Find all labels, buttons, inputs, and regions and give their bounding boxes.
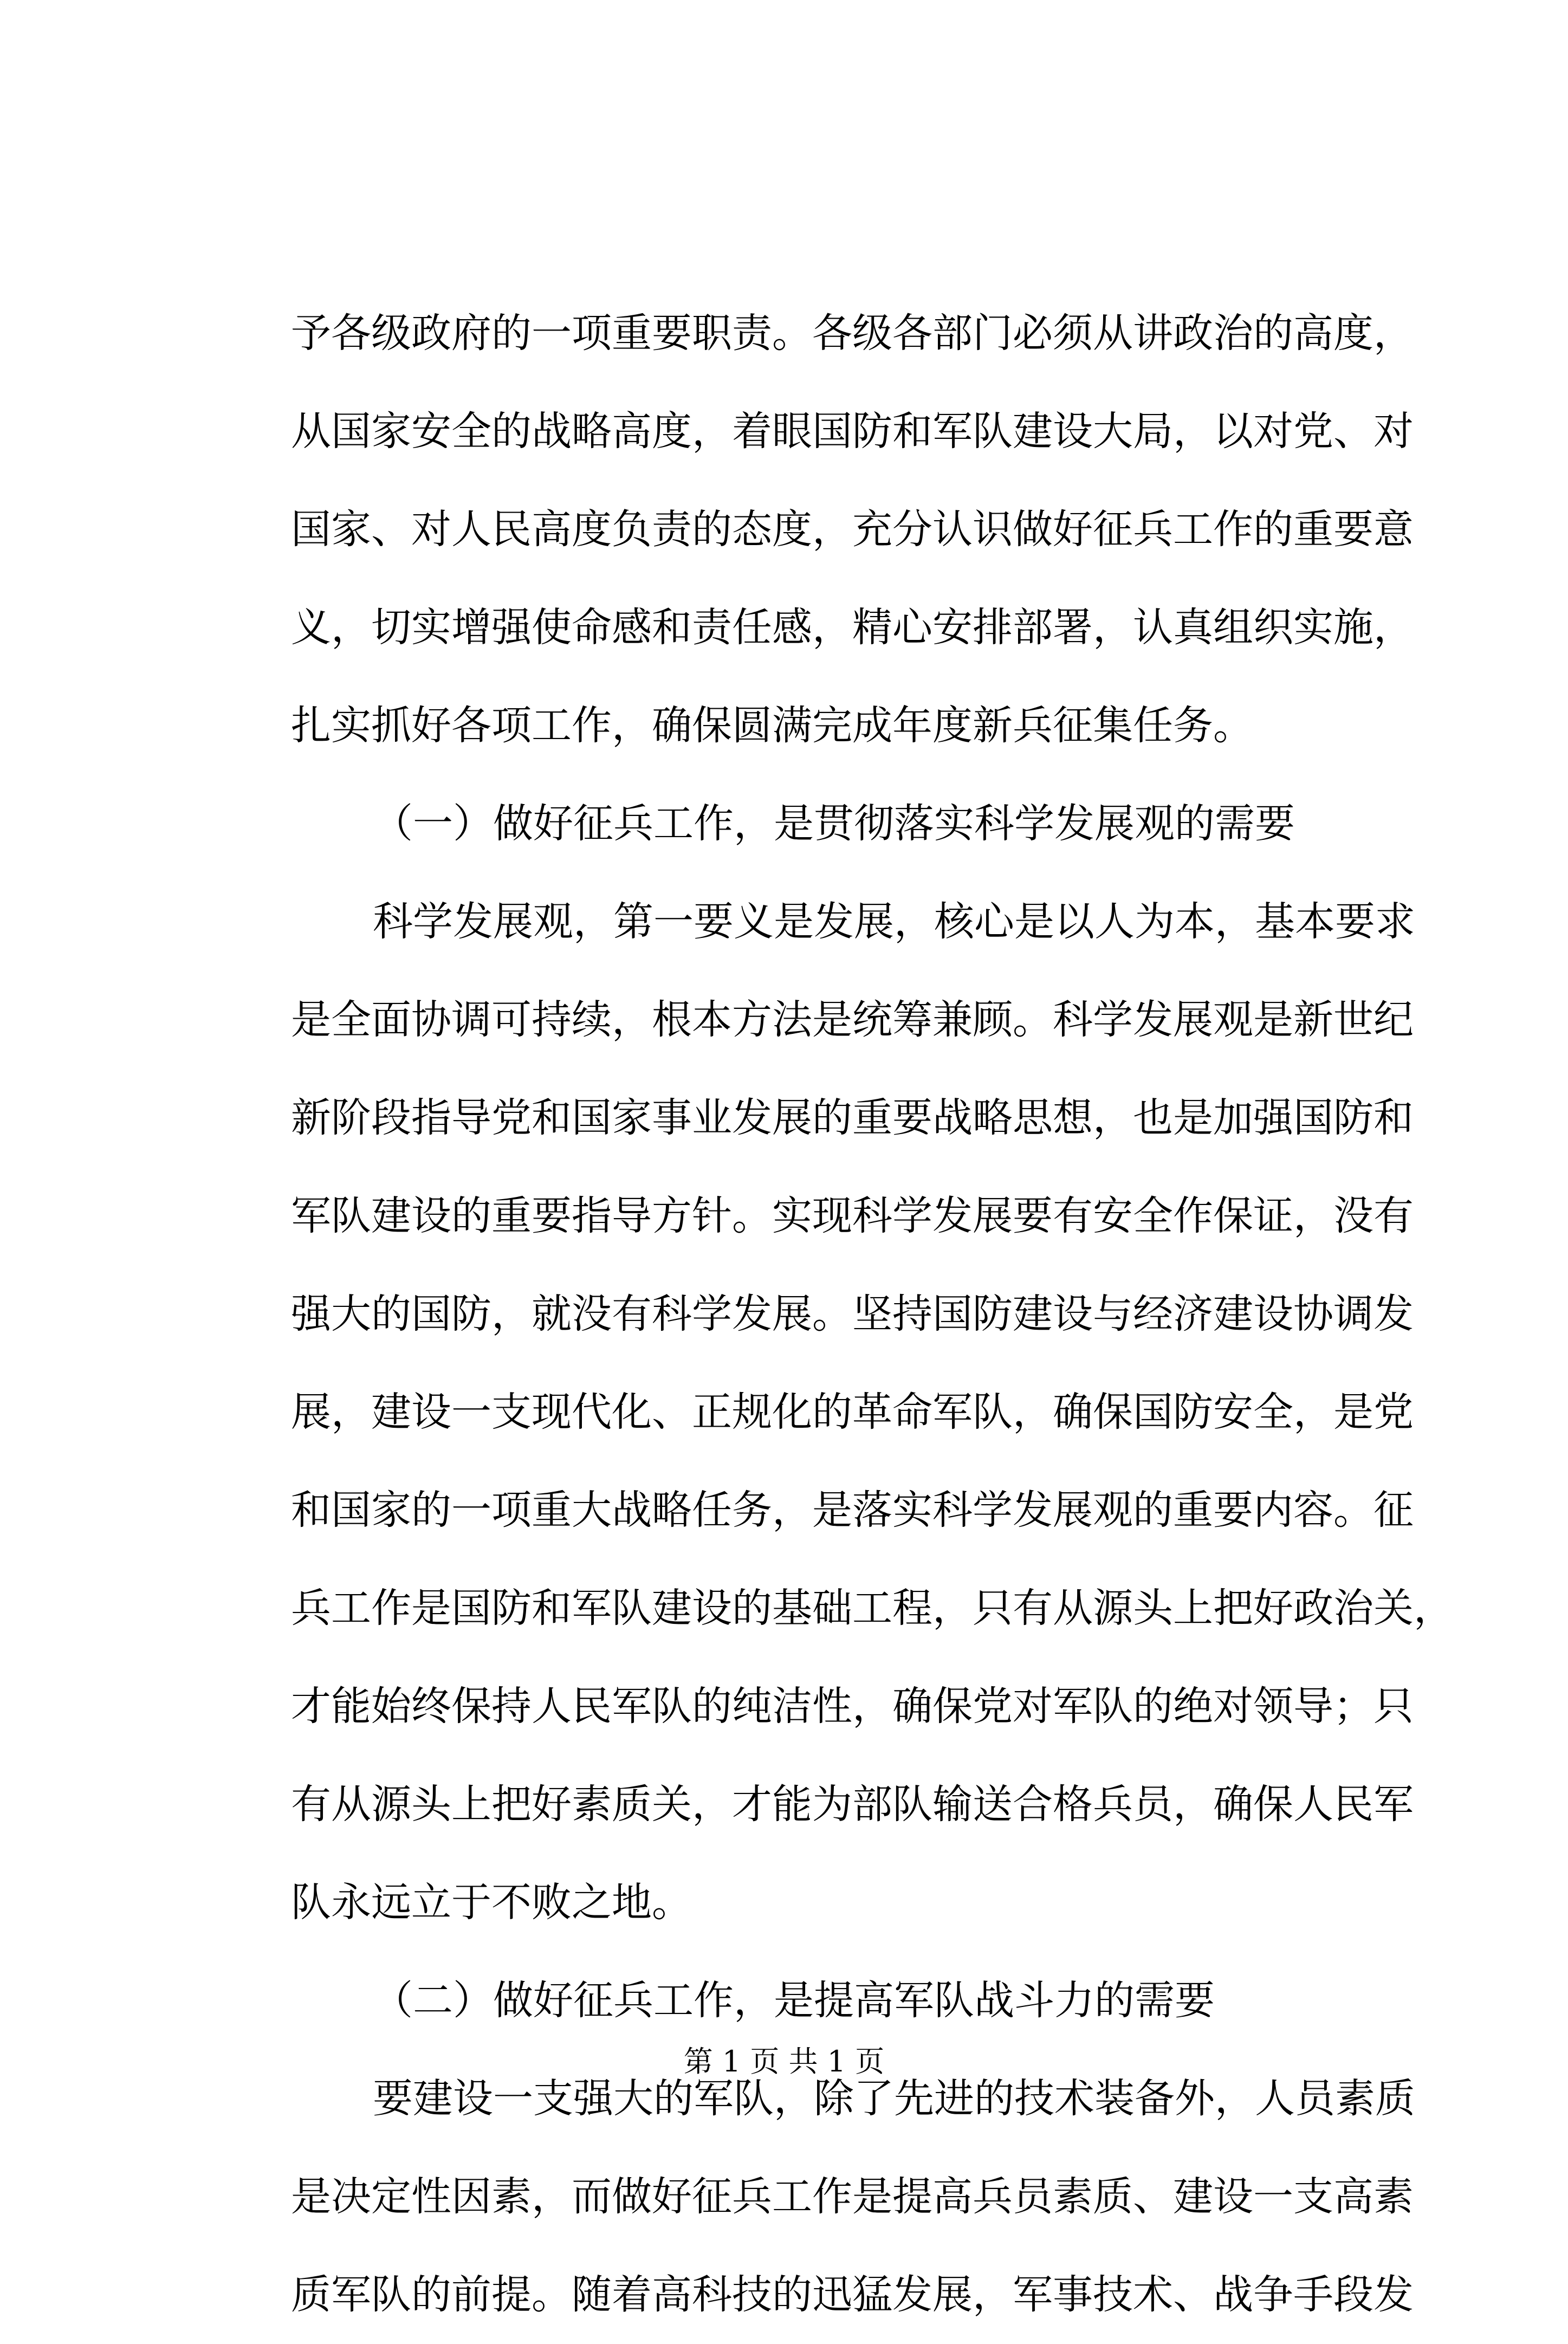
paragraph-line: 队永远立于不败之地。 xyxy=(291,1879,692,1926)
paragraph-line: 展，建设一支现代化、正规化的革命军队，确保国防安全，是党 xyxy=(291,1389,1414,1435)
paragraph-line: 兵工作是国防和军队建设的基础工程，只有从源头上把好政治关， xyxy=(291,1585,1454,1631)
paragraph-line: 才能始终保持人民军队的纯洁性，确保党对军队的绝对领导；只 xyxy=(291,1683,1414,1730)
heading-text: （一）做好征兵工作，是贯彻落实科学发展观的需要 xyxy=(373,800,1295,847)
paragraph-line: 新阶段指导党和国家事业发展的重要战略思想，也是加强国防和 xyxy=(291,1095,1414,1141)
section-heading-2 xyxy=(291,1952,1369,2050)
intro-paragraph xyxy=(291,284,1414,775)
paragraph-line: 义，切实增强使命感和责任感，精心安排部署，认真组织实施， xyxy=(291,604,1414,651)
paragraph-line: 军队建设的重要指导方针。实现科学发展要有安全作保证，没有 xyxy=(291,1193,1414,1239)
section-2-paragraph xyxy=(291,2050,1415,2344)
paragraph-line: 从国家安全的战略高度，着眼国防和军队建设大局，以对党、对 xyxy=(291,408,1414,455)
document-body xyxy=(291,284,1454,2344)
paragraph-line: 国家、对人民高度负责的态度，充分认识做好征兵工作的重要意 xyxy=(291,506,1414,553)
paragraph-line: 强大的国防，就没有科学发展。坚持国防建设与经济建设协调发 xyxy=(291,1291,1414,1337)
paragraph-line: 是全面协调可持续，根本方法是统筹兼顾。科学发展观是新世纪 xyxy=(291,996,1414,1043)
paragraph-line: 科学发展观，第一要义是发展，核心是以人为本，基本要求 xyxy=(373,898,1415,945)
paragraph-line: 质军队的前提。随着高科技的迅猛发展，军事技术、战争手段发 xyxy=(291,2271,1414,2318)
page-footer: 第 1 页 共 1 页 xyxy=(683,2044,885,2078)
paragraph-line: 要建设一支强大的军队，除了先进的技术装备外，人员素质 xyxy=(373,2075,1415,2122)
paragraph-line: 有从源头上把好素质关，才能为部队输送合格兵员，确保人民军 xyxy=(291,1781,1414,1828)
section-heading-1 xyxy=(291,775,1369,873)
paragraph-line: 是决定性因素，而做好征兵工作是提高兵员素质、建设一支高素 xyxy=(291,2173,1414,2220)
paragraph-line: 和国家的一项重大战略任务，是落实科学发展观的重要内容。征 xyxy=(291,1487,1414,1533)
section-1-paragraph xyxy=(291,873,1454,1952)
heading-text: （二）做好征兵工作，是提高军队战斗力的需要 xyxy=(373,1977,1215,2024)
paragraph-line: 扎实抓好各项工作，确保圆满完成年度新兵征集任务。 xyxy=(291,702,1253,749)
paragraph-line: 予各级政府的一项重要职责。各级各部门必须从讲政治的高度， xyxy=(291,310,1414,357)
